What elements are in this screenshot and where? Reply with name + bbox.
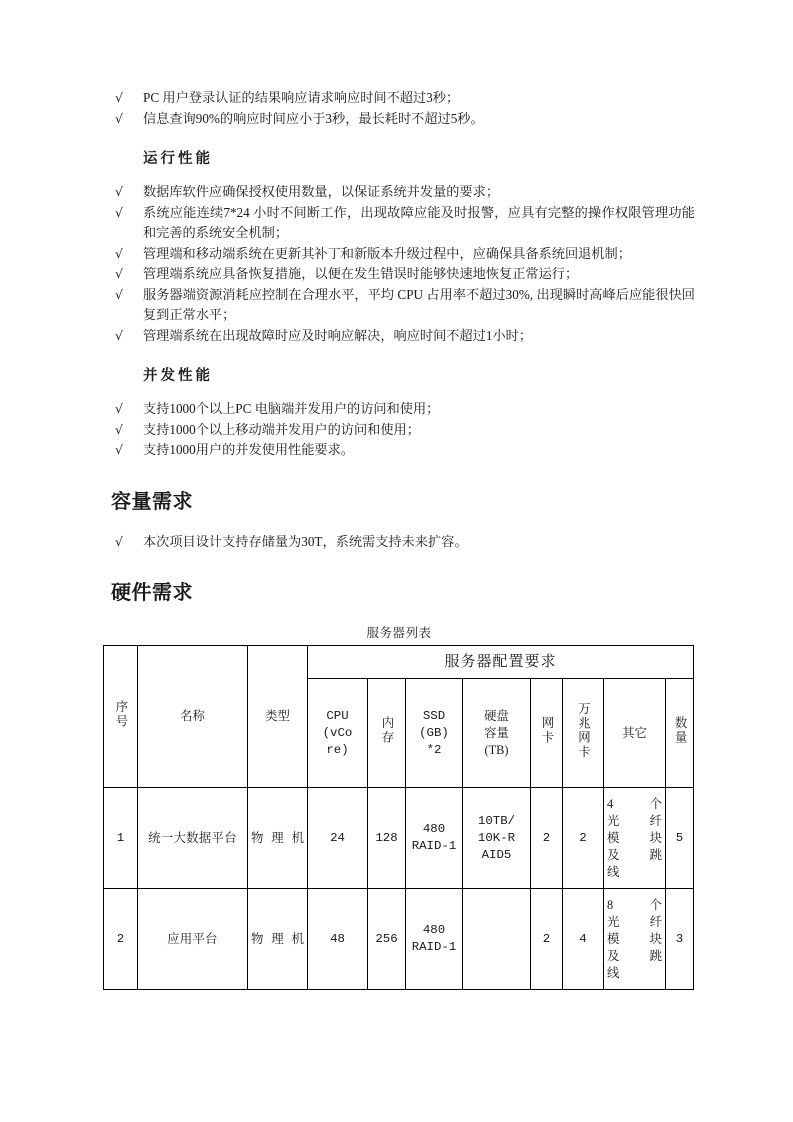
list-item xyxy=(103,326,695,347)
cell-other xyxy=(604,788,666,889)
th-seq xyxy=(104,646,138,788)
th-cpu xyxy=(308,679,368,788)
list-item-text: PC 用户登录认证的结果响应请求响应时间不超过3秒； xyxy=(143,90,460,105)
cell-cpu: 48 xyxy=(308,889,368,990)
cell-memory: 128 xyxy=(368,788,406,889)
cell-other-line4: 及 跳 xyxy=(607,948,662,963)
th-nic xyxy=(531,679,563,788)
th-cpu-line3: re) xyxy=(326,742,349,757)
heading-runtime-performance: 运行性能 xyxy=(143,151,213,167)
list-item-text: 数据库软件应确保授权使用数量，以保证系统并发量的要求； xyxy=(143,184,500,199)
list-item xyxy=(103,440,695,461)
th-disk-line1: 硬盘 xyxy=(484,708,509,723)
cell-nic-10g: 2 xyxy=(563,788,604,889)
check-icon: √ xyxy=(115,286,123,302)
cell-other-line1: 4 个 xyxy=(607,796,662,811)
check-icon: √ xyxy=(115,90,123,105)
th-nic-10g xyxy=(563,679,604,788)
th-disk xyxy=(463,679,531,788)
list-item-text: 系统应能连续7*24 小时不间断工作，出现故障应能及时报警，应具有完整的操作权限管理功能和完善的系统安全机制； xyxy=(143,204,695,240)
check-icon: √ xyxy=(115,184,123,199)
th-qty-label: 数量 xyxy=(673,716,688,745)
check-icon: √ xyxy=(115,327,123,343)
list-item xyxy=(103,244,695,265)
table-row xyxy=(104,889,694,990)
th-other-label: 其它 xyxy=(622,725,647,740)
check-icon: √ xyxy=(115,110,123,126)
list-item-text: 支持1000用户的并发使用性能要求。 xyxy=(143,442,354,457)
cell-seq: 1 xyxy=(104,788,138,889)
list-item-text: 管理端系统在出现故障时应及时响应解决，响应时间不超过1小时； xyxy=(143,327,533,343)
list-item xyxy=(103,399,695,420)
cell-other-line5: 线 xyxy=(607,965,620,980)
concurrency-performance-list xyxy=(103,399,695,461)
cell-other-line1: 8 个 xyxy=(607,897,662,912)
cell-other-line2: 光 纤 xyxy=(607,914,662,929)
check-icon: √ xyxy=(115,421,123,437)
heading-capacity-requirements: 容量需求 xyxy=(111,490,193,513)
th-type xyxy=(248,646,308,788)
cell-cpu: 24 xyxy=(308,788,368,889)
check-icon: √ xyxy=(115,533,123,549)
th-seq-label: 序号 xyxy=(114,699,128,729)
list-item-text: 信息查询90%的响应时间应小于3秒，最长耗时不超过5秒。 xyxy=(143,110,484,126)
cell-disk-line1: 10TB/ xyxy=(477,813,516,828)
cell-name: 应用平台 xyxy=(138,889,248,990)
check-icon: √ xyxy=(115,245,123,261)
th-ssd-line3: *2 xyxy=(426,742,442,757)
list-item-text: 服务器端资源消耗应控制在合理水平，平均 CPU 占用率不超过30%, 出现瞬时高峰后应能很快回复到正常水平； xyxy=(143,286,695,322)
list-item-text: 支持1000个以上PC 电脑端并发用户的访问和使用； xyxy=(143,401,440,416)
th-name-label: 名称 xyxy=(180,709,205,723)
table-group-header-row xyxy=(104,646,694,679)
th-type-label: 类型 xyxy=(265,709,290,723)
cell-nic: 2 xyxy=(531,788,563,889)
th-name xyxy=(138,646,248,788)
list-item xyxy=(103,420,695,441)
list-item xyxy=(103,182,695,203)
heading-hardware-requirements: 硬件需求 xyxy=(111,582,193,604)
th-nic-label: 网卡 xyxy=(540,716,554,745)
list-item-text: 管理端和移动端系统在更新其补丁和新版本升级过程中，应确保具备系统回退机制； xyxy=(143,245,631,261)
list-item xyxy=(103,203,695,244)
check-icon: √ xyxy=(115,204,123,220)
cell-nic: 2 xyxy=(531,889,563,990)
check-icon: √ xyxy=(115,401,123,416)
cell-other-line5: 线 xyxy=(607,864,620,879)
th-nic-10g-label: 万兆网卡 xyxy=(576,701,591,760)
list-item xyxy=(103,109,695,130)
list-item xyxy=(103,88,695,109)
th-ssd-line2: (GB) xyxy=(419,725,449,740)
cell-type: 物理机 xyxy=(248,788,308,889)
table-caption: 服务器列表 xyxy=(366,626,432,640)
th-config-group: 服务器配置要求 xyxy=(308,646,694,679)
cell-qty: 5 xyxy=(666,788,694,889)
cell-ssd xyxy=(406,889,463,990)
cell-seq: 2 xyxy=(104,889,138,990)
list-item-text: 支持1000个以上移动端并发用户的访问和使用； xyxy=(143,421,420,437)
cell-ssd-line2: RAID-1 xyxy=(411,839,457,853)
th-disk-line2: 容量 xyxy=(484,725,509,740)
check-icon: √ xyxy=(115,442,123,457)
cell-other-line2: 光 纤 xyxy=(607,813,662,828)
capacity-requirements-list xyxy=(103,532,695,553)
th-other xyxy=(604,679,666,788)
server-list-table xyxy=(103,645,694,990)
cell-ssd-line1: 480 xyxy=(422,822,446,836)
list-item xyxy=(103,532,695,553)
list-item-text: 管理端系统应具备恢复措施，以便在发生错误时能够快速地恢复正常运行； xyxy=(143,266,579,281)
runtime-performance-list xyxy=(103,182,695,346)
th-cpu-line2: (vCo xyxy=(322,725,353,740)
cell-disk-line3: AID5 xyxy=(481,847,512,862)
cell-ssd-line1: 480 xyxy=(422,923,446,937)
th-disk-line3: (TB) xyxy=(484,742,509,757)
th-ssd-line1: SSD xyxy=(422,708,446,723)
th-ssd xyxy=(406,679,463,788)
list-item-text: 本次项目设计支持存储量为30T，系统需支持未来扩容。 xyxy=(143,533,468,549)
heading-concurrency-performance: 并发性能 xyxy=(143,368,213,384)
cell-other-line4: 及 跳 xyxy=(607,847,662,862)
list-item xyxy=(103,264,695,285)
th-qty xyxy=(666,679,694,788)
cell-ssd-line2: RAID-1 xyxy=(411,940,457,954)
cell-disk-line2: 10K-R xyxy=(477,830,516,845)
cell-memory: 256 xyxy=(368,889,406,990)
check-icon: √ xyxy=(115,266,123,281)
cell-other xyxy=(604,889,666,990)
cell-type: 物理机 xyxy=(248,889,308,990)
cell-other-line3: 模 块 xyxy=(607,931,662,946)
cell-name: 统一大数据平台 xyxy=(138,788,248,889)
cell-other-line3: 模 块 xyxy=(607,830,662,845)
response-performance-list xyxy=(103,88,695,129)
cell-nic-10g: 4 xyxy=(563,889,604,990)
list-item xyxy=(103,285,695,326)
cell-disk xyxy=(463,788,531,889)
th-cpu-line1: CPU xyxy=(326,708,349,723)
cell-qty: 3 xyxy=(666,889,694,990)
cell-disk xyxy=(463,889,531,990)
cell-ssd xyxy=(406,788,463,889)
th-memory xyxy=(368,679,406,788)
th-memory-label: 内存 xyxy=(380,716,394,745)
table-row xyxy=(104,788,694,889)
